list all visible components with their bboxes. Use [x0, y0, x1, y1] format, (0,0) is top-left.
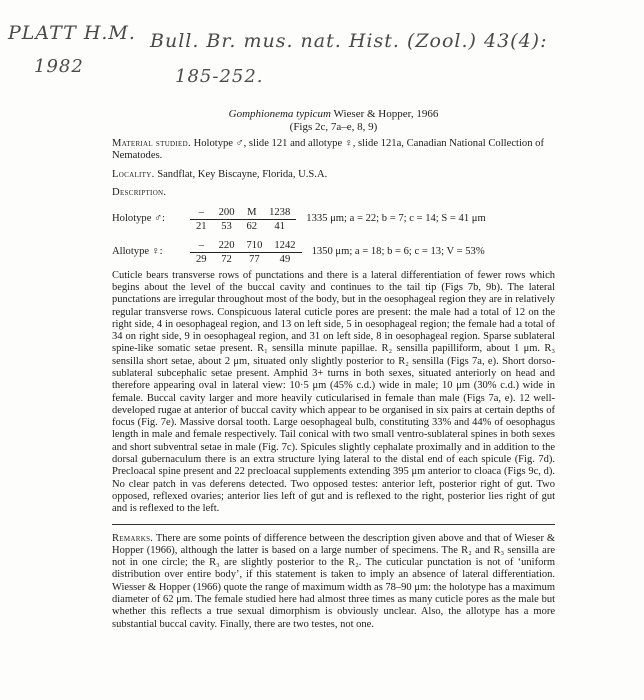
allotype-top-3: 710 — [240, 239, 268, 253]
locality-label: Locality. — [112, 168, 155, 180]
allotype-top-4: 1242 — [268, 239, 301, 253]
holotype-top-4: 1238 — [263, 206, 296, 220]
allotype-formula — [190, 239, 302, 266]
allotype-bottom-2: 72 — [221, 253, 232, 265]
locality-paragraph — [112, 169, 555, 181]
handwritten-author: PLATT H.M. — [8, 22, 136, 44]
locality-text: Sandflat, Key Biscayne, Florida, U.S.A. — [154, 168, 328, 180]
allotype-values: 1350 μm; a = 18; b = 6; c = 13; V = 53% — [311, 245, 485, 257]
holotype-bottom-1: 21 — [196, 220, 207, 232]
holotype-measurements — [112, 206, 555, 233]
species-name: Gomphionema typicum — [228, 108, 331, 120]
remarks-label: Remarks. — [112, 532, 154, 544]
holotype-label: Holotype ♂: — [112, 212, 165, 224]
material-label: Material studied. — [112, 138, 191, 149]
allotype-bottom-4: 49 — [279, 253, 291, 265]
handwritten-journal: Bull. Br. mus. nat. Hist. (Zool.) 43(4): — [150, 30, 548, 52]
allotype-top-1: – — [190, 239, 213, 253]
species-authority: Wieser & Hopper, 1966 — [330, 108, 439, 120]
holotype-formula — [190, 206, 296, 233]
holotype-bottom-2: 53 — [221, 220, 232, 232]
holotype-bottom-4: 41 — [274, 220, 285, 232]
handwritten-year: 1982 — [34, 56, 84, 77]
holotype-top-1: – — [190, 206, 213, 220]
allotype-measurements — [112, 239, 555, 266]
remarks-text: There are some points of difference between the description given above and that of Wieser & Hopper (1966), although the latter is based on a large number of specimens. The R₂ and R₃ sensilla are not in one circle; the R₃ are slightly posterior to the R₂. The cuticular punctation is not of ‘uniform distribution over entire body’, if this statement is taken to imply an absence of lateral differentiation. Wiesser & Hopper (1966) quote the range of maximum width as 78–90 μm: the holotype has a maximum diameter of 62 μm. The female studied here had almost three times as many cuticle pores as the male but whether this reflects a true sexual dimorphism is obviously unclear. Also, the allotype has a more substantial buccal cavity. Finally, there are two testes, not one. — [112, 532, 555, 630]
document-body — [112, 108, 555, 631]
holotype-values: 1335 μm; a = 22; b = 7; c = 14; S = 41 μm — [306, 212, 486, 224]
allotype-bottom-3: 77 — [249, 253, 260, 265]
holotype-top-3: M — [240, 206, 263, 220]
holotype-bottom-3: 62 — [246, 220, 258, 232]
allotype-label: Allotype ♀: — [112, 245, 163, 257]
allotype-bottom-1: 29 — [196, 253, 207, 265]
holotype-top-2: 200 — [213, 206, 241, 220]
material-paragraph — [112, 138, 555, 163]
description-label: Description. — [112, 187, 167, 199]
species-figs: (Figs 2c, 7a–e, 8, 9) — [289, 121, 378, 133]
handwritten-pages: 185-252. — [175, 66, 264, 87]
material-text: Holotype ♂, slide 121 and allotype ♀, slide 121a, Canadian National Collection of Nematodes. — [112, 138, 544, 162]
section-divider — [112, 524, 555, 525]
species-title — [112, 108, 555, 121]
description-text: Cuticle bears transverse rows of punctations and there is a lateral differentiation of fewer rows which begins about the level of the buccal cavity and continues to the tail tip (Figs 7b, 9b). The lateral punctations are irregular throughout most of the body, but in the oesophageal region they are in relatively regular transverse rows. Conspicuous lateral cuticle pores are present: the male had a total of 12 on the right side, 4 in oesophageal region, and 13 on left side, 5 in oesophageal region; the female had a total of 34 on right side, 9 in oesophageal region, and 31 on left side, 8 in oesophageal region. Sparse sublateral spine-like somatic setae present. R₁ sensilla minute papillae. R₂ sensilla papilliform, about 1 μm. R₃ sensilla short setae, about 2 μm, situated only slightly posterior to R₂ sensilla (Figs 7a, e). Short dorso-sublateral subcephalic setae present. Amphid 3+ turns in both sexes, situated anteriorly on head and therefore appearing oval in lateral view: 10·5 μm (45% c.d.) wide in male; 10 μm (30% c.d.) wide in female. Buccal cavity larger and more heavily cuticularised in female than male (Figs 7a, e). 12 well-developed rugae at anterior of buccal cavity which appear to be organised in six pairs at certain depths of focus (Fig. 7e). Massive dorsal tooth. Large oesophageal bulb, constituting 33% and 44% of oesophagus length in male and female respectively. Tail conical with two small ventro-sublateral spines in both sexes and short subventral setae in male (Fig. 7c). Spicules slightly cephalate proximally and in addition to the dorsal gubernaculum there is an extra structure lying lateral to the distal end of each spicule (Fig. 7d). Precloacal spine present and 22 precloacal supplements extending 395 μm anterior to cloaca (Figs 9c, d). No clear patch in vas deferens detected. Two opposed testes: anterior left, posterior right of gut. Two opposed, reflexed ovaries; anterior lies left of gut and is reflexed to the right, posterior lies right of gut and is reflexed to the left. — [112, 269, 555, 515]
allotype-top-2: 220 — [213, 239, 241, 253]
remarks-paragraph — [112, 533, 555, 631]
